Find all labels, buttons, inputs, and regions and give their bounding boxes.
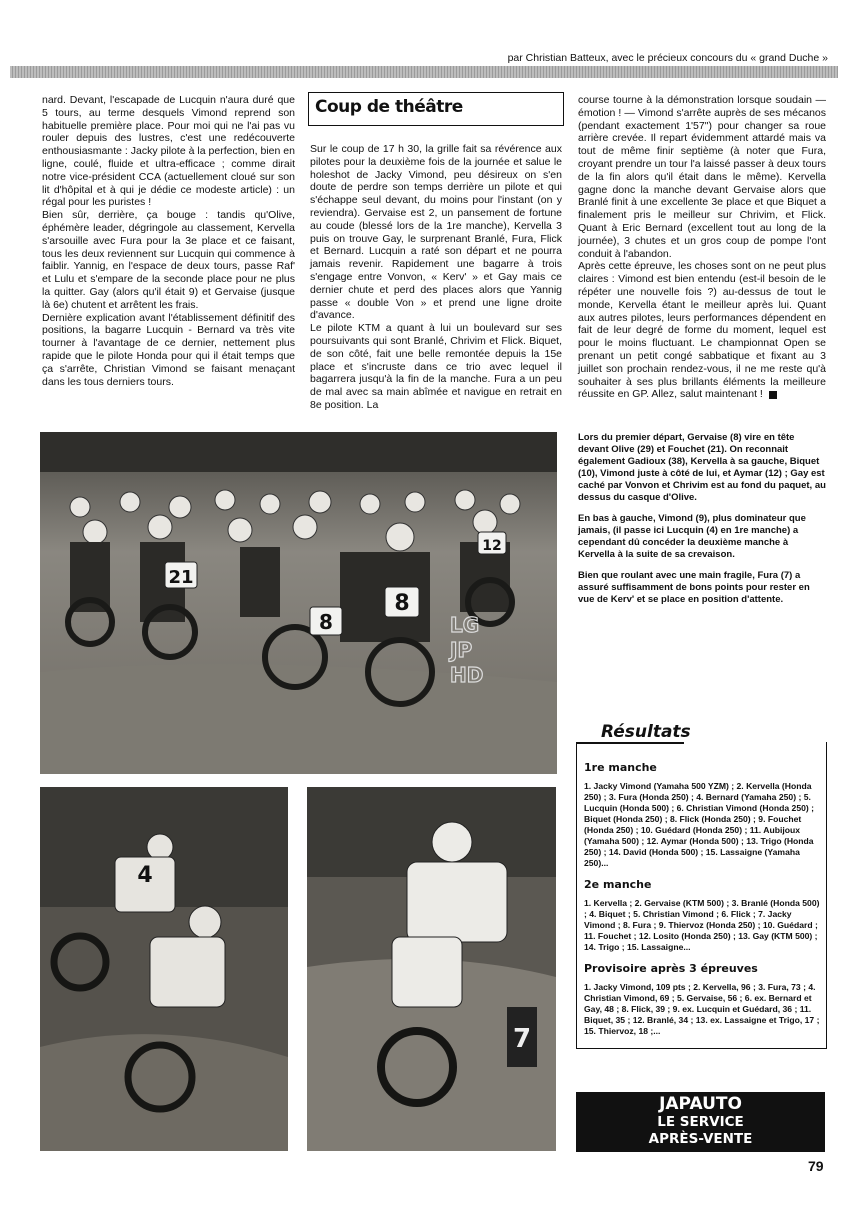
header-rule bbox=[10, 66, 838, 78]
race-number: 12 bbox=[482, 538, 502, 554]
race-number: 8 bbox=[319, 610, 333, 634]
results-title-rule bbox=[576, 742, 684, 744]
article-column-2 bbox=[310, 143, 562, 412]
results-heading-provisoire: Provisoire après 3 épreuves bbox=[584, 962, 758, 975]
page-number: 79 bbox=[808, 1158, 824, 1174]
section-title: Coup de théâtre bbox=[315, 97, 463, 117]
photo-fura-image bbox=[307, 787, 556, 1151]
photo-vimond-lucquin-image bbox=[40, 787, 288, 1151]
byline: par Christian Batteux, avec le précieux concours du « grand Duche » bbox=[507, 52, 828, 64]
watermark-text: HD bbox=[450, 663, 484, 687]
japauto-ad bbox=[576, 1092, 825, 1152]
paragraph: Sur le coup de 17 h 30, la grille fait sa révérence aux pilotes pour la deuxième fois de la journée et salue le holeshot de Jacky Vimond, peu désireux on s'en doute de perdre son temps derrière un pilote et qui s'échappe seul devant, du moins pour l'instant (on y reviendra). Gervaise est 2, un pansement de fortune au coude (blessé lors de la 1re manche), Kervella 3 puis on trouve Gay, le surprenant Branlé, Fura, Flick et Bernard. Lucquin a raté son départ et ne pourra jamais revenir. Rapidement une bagarre à trois s'engage entre Vonvon, « Kerv' » et Gay mais ce dernier chute et perd des places alors que Yannig passe « double Von » et prend une ligne droite d'avance. bbox=[310, 143, 562, 322]
photo-start-grid bbox=[40, 432, 557, 774]
results-manche2: 1. Kervella ; 2. Gervaise (KTM 500) ; 3. Branlé (Honda 500) ; 4. Biquet ; 5. Christian Vimond ; 6. Flick ; 7. Jacky Vimond ; 8. Fura ; 9. Thiervoz (Honda 250) ; 10. Guédard ; 11. Fouchet ; 12. Losito (Honda 250) ; 13. Gay (KTM 500) ; 14. Trigo ; 15. Lassaigne... bbox=[584, 898, 820, 952]
paragraph: Le pilote KTM a quant à lui un boulevard sur ses poursuivants qui sont Branlé, Chrivim et Flick. Biquet, de son côté, fait une belle remontée depuis la 15e place et s'incruste dans ce trio avec lequel il bagarrera jusqu'à la fin de la manche. Fura a un peu de mal avec sa main abîmée et navigue en retrait en 8e position. La bbox=[310, 322, 562, 411]
caption: Bien que roulant avec une main fragile, Fura (7) a assuré suffisamment de bons points pour rester en vue de Kerv' et se place en position d'attente. bbox=[578, 570, 810, 605]
article-column-1 bbox=[42, 94, 295, 388]
paragraph: course tourne à la démonstration lorsque soudain — émotion ! — Vimond s'arrête auprès de ses mécanos (pendant exactement 1'57") pour changer sa roue arrière crevée. Il repart évidemment attardé mais va tout de même finir septième (à noter que Fura, croyant prendre un tour l'a laissé passer à deux tours de la fin alors qu'il était dans le même). Kervella gagne donc la manche devant Gervaise alors que Branlé finit à une excellente 3e place et que Biquet a finalement pris le meilleur sur Chrivim, et Flick. Quant à Eric Bernard (excellent tout au long de la journée), 3 chutes et un gros coup de pompe l'ont conduit à l'abandon. bbox=[578, 94, 826, 260]
photo-fura bbox=[307, 787, 556, 1151]
race-number: 8 bbox=[394, 591, 410, 616]
watermark-text: JP bbox=[450, 638, 473, 662]
paragraph: Dernière explication avant l'établissement définitif des positions, la bagarre Lucquin - Bernard va très vite tourner à l'avantage de ce dernier, nettement plus rapide que le pilote Honda pour qui il était temps que ça s'arrête, Christian Vimond se faisant menaçant dans les tous derniers tours. bbox=[42, 311, 295, 388]
results-title: Résultats bbox=[598, 722, 694, 742]
results-heading-manche2: 2e manche bbox=[584, 878, 652, 891]
photo-captions bbox=[578, 432, 826, 615]
caption: En bas à gauche, Vimond (9), plus dominateur que jamais, (il passe ici Lucquin (4) en 1re manche) a cependant dû concéder la deuxième manche à Kervella à la suite de sa crevaison. bbox=[578, 513, 806, 560]
ad-line: LE SERVICE bbox=[657, 1114, 744, 1130]
watermark-text: LG bbox=[450, 613, 480, 637]
race-number: 7 bbox=[512, 1024, 532, 1054]
paragraph bbox=[578, 260, 826, 401]
paragraph-text: Après cette épreuve, les choses sont on ne peut plus claires : Vimond est bien entendu (est-il besoin de le répéter une nouvelle fois ?) au-dessus de tout le monde, Kervella étant le meilleur après lui. Quant aux autres pilotes, leurs performances dépendent en fait de leur degré de forme du moment, lequel est pour le moins fluctuant. Le championnat Open se prenant un petit congé sabbatique et fixant au 3 juillet son prochain rendez-vous, il ne me reste qu'à souhaiter à ses plus brillants éléments la meilleure réussite en GP. Allez, salut maintenant ! bbox=[578, 260, 826, 401]
section-title-box bbox=[308, 92, 564, 126]
paragraph: nard. Devant, l'escapade de Lucquin n'aura duré que 5 tours, au terme desquels Vimond reprend son habituelle première place. Pour moi qui ne l'ai pas vu rouler depuis des lustres, c'est une redécouverte enthousiasmante : Jacky pilote à la perfection, bien en ligne, coulé, fluide et ultra-efficace ; comme dirait notre vice-président CCA (actuellement cloué sur son lit d'hôpital et à qui je dédie ce modeste article) : un régal pour les puristes ! bbox=[42, 94, 295, 209]
ad-line: APRÈS-VENTE bbox=[648, 1131, 753, 1147]
results-heading-manche1: 1re manche bbox=[584, 761, 657, 774]
paragraph: Bien sûr, derrière, ça bouge : tandis qu'Olive, éphémère leader, dégringole au classement, Kervella s'arsouille avec Fura pour la 3e place et ce faisant, tous les deux reviennent sur Lucquin qui commence à faiblir. Yannig, en l'espace de deux tours, passe Raf' et Lulu et s'empare de la seconde place pour ne plus la quitter. Gay (alors qu'il était 9) et Gervaise (jusque là 6e) chutent et arrêtent les frais. bbox=[42, 209, 295, 311]
results-manche1: 1. Jacky Vimond (Yamaha 500 YZM) ; 2. Kervella (Honda 250) ; 3. Fura (Honda 250) ; 4. Bernard (Yamaha 250) ; 5. Lucquin (Honda 500) ; 6. Christian Vimond (Honda 250) ; Biquet (Honda 250) ; 8. Flick (Honda 250) ; 9. Fouchet (Honda 250) ; 10. Guédard (Honda 250) ; 11. Aubijoux (Yamaha 500) ; 12. Aymar (Honda 500) ; 13. Trigo (Honda 250) ; 14. David (Honda 500) ; 15. Lassaigne (Yamaha 250)... bbox=[584, 781, 814, 868]
results-provisoire: 1. Jacky Vimond, 109 pts ; 2. Kervella, 96 ; 3. Fura, 73 ; 4. Christian Vimond, 69 ; 5. Gervaise, 56 ; 6. ex. Bernard et Gay, 48 ; 8. Flick, 39 ; 9. ex. Lucquin et Guédard, 36 ; 11. Biquet, 35 ; 12. Branlé, 34 ; 13. ex. Lassaigne et Trigo, 17 ; 15. Thiervoz, 18 ;... bbox=[584, 982, 820, 1036]
results-content bbox=[584, 762, 820, 1037]
article-column-3 bbox=[578, 94, 826, 401]
photo-vimond-lucquin bbox=[40, 787, 288, 1151]
race-number: 21 bbox=[168, 567, 194, 588]
caption: Lors du premier départ, Gervaise (8) vire en tête devant Olive (29) et Fouchet (21). On reconnait également Gadioux (38), Kervella à sa gauche, Biquet (10), Vimond juste à côté de lui, et Aymar (12) ; Gay est caché par Vonvon et Chrivim est au fond du paquet, au dessus du casque d'Olive. bbox=[578, 432, 826, 503]
photo-start-grid-image bbox=[40, 432, 557, 774]
end-mark bbox=[769, 391, 777, 399]
ad-brand: JAPAUTO bbox=[659, 1094, 742, 1114]
race-number: 4 bbox=[137, 863, 153, 888]
